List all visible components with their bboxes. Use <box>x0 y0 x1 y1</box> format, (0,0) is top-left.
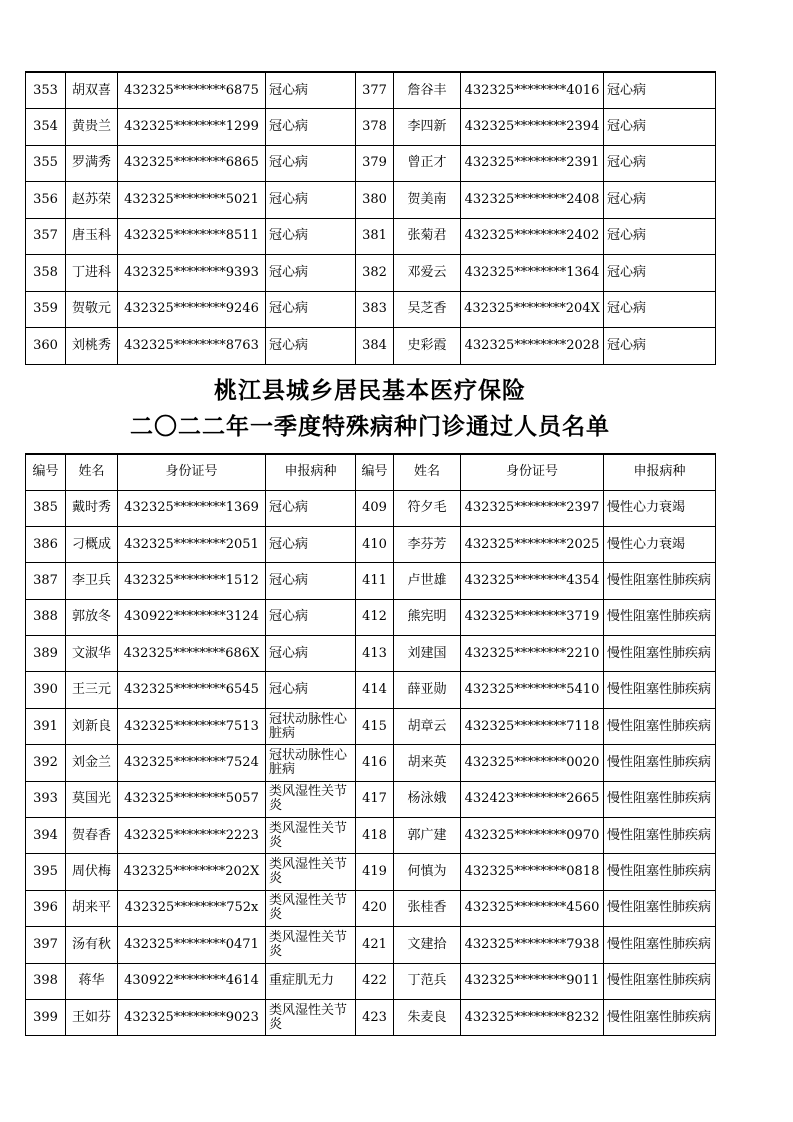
cell-id-number: 432325********7938 <box>461 927 604 963</box>
table-row <box>26 963 716 999</box>
approved-patient-table <box>25 453 716 1036</box>
cell-id-number: 432325********2391 <box>461 145 604 182</box>
cell-number: 414 <box>356 672 394 708</box>
cell-id-number: 432325********5410 <box>461 672 604 708</box>
cell-id-number: 432325********686X <box>118 636 266 672</box>
cell-name: 罗满秀 <box>66 145 118 182</box>
cell-id-number: 432325********4560 <box>461 890 604 926</box>
cell-id-number: 432325********2025 <box>461 526 604 562</box>
cell-name: 卢世雄 <box>394 563 461 599</box>
cell-number: 413 <box>356 636 394 672</box>
cell-name: 黄贵兰 <box>66 109 118 146</box>
cell-name: 符夕毛 <box>394 490 461 526</box>
continued-table-body <box>26 72 716 364</box>
cell-disease: 慢性阻塞性肺疾病 <box>604 745 716 781</box>
cell-number: 356 <box>26 182 66 219</box>
cell-number: 390 <box>26 672 66 708</box>
cell-name: 张菊君 <box>394 218 461 255</box>
cell-disease: 类风湿性关节炎 <box>266 927 356 963</box>
table-row <box>26 526 716 562</box>
cell-disease: 冠心病 <box>266 145 356 182</box>
table-row <box>26 291 716 328</box>
cell-disease: 冠心病 <box>266 599 356 635</box>
header-disease: 申报病种 <box>266 454 356 490</box>
cell-id-number: 432325********0471 <box>118 927 266 963</box>
cell-id-number: 432325********8511 <box>118 218 266 255</box>
cell-number: 383 <box>356 291 394 328</box>
cell-name: 胡双喜 <box>66 72 118 109</box>
cell-id-number: 432325********1512 <box>118 563 266 599</box>
cell-disease: 慢性阻塞性肺疾病 <box>604 781 716 817</box>
cell-number: 379 <box>356 145 394 182</box>
cell-disease: 冠心病 <box>604 255 716 292</box>
cell-disease: 慢性阻塞性肺疾病 <box>604 636 716 672</box>
cell-name: 刘新良 <box>66 708 118 744</box>
cell-number: 411 <box>356 563 394 599</box>
cell-number: 391 <box>26 708 66 744</box>
cell-name: 詹谷丰 <box>394 72 461 109</box>
cell-name: 丁进科 <box>66 255 118 292</box>
cell-number: 378 <box>356 109 394 146</box>
cell-id-number: 432325********2051 <box>118 526 266 562</box>
cell-disease: 冠心病 <box>266 218 356 255</box>
cell-id-number: 432325********0970 <box>461 818 604 854</box>
cell-name: 王三元 <box>66 672 118 708</box>
cell-id-number: 432325********1369 <box>118 490 266 526</box>
cell-number: 387 <box>26 563 66 599</box>
cell-id-number: 430922********3124 <box>118 599 266 635</box>
cell-number: 417 <box>356 781 394 817</box>
cell-id-number: 432325********1299 <box>118 109 266 146</box>
cell-disease: 冠心病 <box>604 182 716 219</box>
approved-table-body <box>26 490 716 1036</box>
cell-name: 邓爱云 <box>394 255 461 292</box>
table-header-row <box>26 454 716 490</box>
cell-disease: 慢性阻塞性肺疾病 <box>604 708 716 744</box>
cell-id-number: 432325********5021 <box>118 182 266 219</box>
header-name: 姓名 <box>394 454 461 490</box>
cell-id-number: 432325********9011 <box>461 963 604 999</box>
cell-name: 刘桃秀 <box>66 328 118 365</box>
cell-id-number: 432325********2397 <box>461 490 604 526</box>
table-row <box>26 781 716 817</box>
cell-number: 398 <box>26 963 66 999</box>
cell-disease: 慢性阻塞性肺疾病 <box>604 927 716 963</box>
table-row <box>26 672 716 708</box>
cell-number: 392 <box>26 745 66 781</box>
cell-id-number: 432325********6865 <box>118 145 266 182</box>
table-row <box>26 109 716 146</box>
cell-disease: 冠心病 <box>266 291 356 328</box>
cell-id-number: 432325********1364 <box>461 255 604 292</box>
cell-number: 385 <box>26 490 66 526</box>
cell-id-number: 432325********6545 <box>118 672 266 708</box>
cell-id-number: 432325********204X <box>461 291 604 328</box>
cell-disease: 慢性阻塞性肺疾病 <box>604 999 716 1035</box>
cell-name: 朱麦良 <box>394 999 461 1035</box>
cell-name: 曾正才 <box>394 145 461 182</box>
cell-id-number: 432423********2665 <box>461 781 604 817</box>
cell-number: 360 <box>26 328 66 365</box>
cell-number: 386 <box>26 526 66 562</box>
cell-name: 汤有秋 <box>66 927 118 963</box>
cell-id-number: 432325********9246 <box>118 291 266 328</box>
cell-number: 381 <box>356 218 394 255</box>
cell-id-number: 432325********4016 <box>461 72 604 109</box>
cell-id-number: 432325********8232 <box>461 999 604 1035</box>
cell-disease: 慢性阻塞性肺疾病 <box>604 563 716 599</box>
cell-name: 贺美南 <box>394 182 461 219</box>
cell-number: 416 <box>356 745 394 781</box>
cell-disease: 冠心病 <box>266 255 356 292</box>
table-row <box>26 72 716 109</box>
table-row <box>26 145 716 182</box>
cell-disease: 慢性阻塞性肺疾病 <box>604 854 716 890</box>
table-row <box>26 490 716 526</box>
cell-disease: 类风湿性关节炎 <box>266 999 356 1035</box>
cell-disease: 慢性阻塞性肺疾病 <box>604 599 716 635</box>
cell-number: 397 <box>26 927 66 963</box>
cell-name: 李芬芳 <box>394 526 461 562</box>
cell-disease: 慢性阻塞性肺疾病 <box>604 672 716 708</box>
cell-id-number: 432325********2028 <box>461 328 604 365</box>
cell-name: 刁概成 <box>66 526 118 562</box>
cell-id-number: 430922********4614 <box>118 963 266 999</box>
cell-number: 359 <box>26 291 66 328</box>
cell-number: 422 <box>356 963 394 999</box>
cell-name: 贺敬元 <box>66 291 118 328</box>
cell-disease: 冠心病 <box>604 328 716 365</box>
cell-id-number: 432325********6875 <box>118 72 266 109</box>
cell-id-number: 432325********3719 <box>461 599 604 635</box>
table-row <box>26 999 716 1035</box>
cell-id-number: 432325********0020 <box>461 745 604 781</box>
cell-disease: 慢性阻塞性肺疾病 <box>604 890 716 926</box>
cell-disease: 冠状动脉性心脏病 <box>266 745 356 781</box>
table-row <box>26 927 716 963</box>
table-row <box>26 854 716 890</box>
cell-number: 389 <box>26 636 66 672</box>
cell-disease: 冠心病 <box>604 109 716 146</box>
cell-number: 353 <box>26 72 66 109</box>
cell-number: 412 <box>356 599 394 635</box>
header-num: 编号 <box>356 454 394 490</box>
cell-disease: 冠心病 <box>266 672 356 708</box>
cell-number: 384 <box>356 328 394 365</box>
cell-id-number: 432325********7513 <box>118 708 266 744</box>
cell-name: 郭广建 <box>394 818 461 854</box>
cell-number: 382 <box>356 255 394 292</box>
cell-id-number: 432325********8763 <box>118 328 266 365</box>
cell-disease: 冠心病 <box>266 490 356 526</box>
cell-id-number: 432325********5057 <box>118 781 266 817</box>
cell-name: 周伏梅 <box>66 854 118 890</box>
cell-name: 李四新 <box>394 109 461 146</box>
cell-id-number: 432325********2408 <box>461 182 604 219</box>
cell-number: 354 <box>26 109 66 146</box>
cell-name: 刘建国 <box>394 636 461 672</box>
table-row <box>26 745 716 781</box>
cell-name: 张桂香 <box>394 890 461 926</box>
table-row <box>26 182 716 219</box>
cell-id-number: 432325********752x <box>118 890 266 926</box>
cell-number: 423 <box>356 999 394 1035</box>
cell-name: 李卫兵 <box>66 563 118 599</box>
table-row <box>26 636 716 672</box>
cell-disease: 类风湿性关节炎 <box>266 890 356 926</box>
cell-id-number: 432325********0818 <box>461 854 604 890</box>
cell-name: 吴芝香 <box>394 291 461 328</box>
header-num: 编号 <box>26 454 66 490</box>
cell-name: 王如芬 <box>66 999 118 1035</box>
cell-id-number: 432325********4354 <box>461 563 604 599</box>
cell-disease: 冠心病 <box>266 328 356 365</box>
cell-name: 丁范兵 <box>394 963 461 999</box>
cell-name: 胡来平 <box>66 890 118 926</box>
cell-number: 393 <box>26 781 66 817</box>
cell-number: 395 <box>26 854 66 890</box>
cell-disease: 类风湿性关节炎 <box>266 818 356 854</box>
cell-id-number: 432325********7524 <box>118 745 266 781</box>
cell-number: 415 <box>356 708 394 744</box>
document-title-line1: 桃江县城乡居民基本医疗保险 <box>214 377 526 404</box>
cell-number: 396 <box>26 890 66 926</box>
continued-patient-table <box>25 71 716 365</box>
header-name: 姓名 <box>66 454 118 490</box>
cell-name: 史彩霞 <box>394 328 461 365</box>
cell-number: 420 <box>356 890 394 926</box>
cell-number: 399 <box>26 999 66 1035</box>
cell-id-number: 432325********2394 <box>461 109 604 146</box>
table-row <box>26 563 716 599</box>
table-row <box>26 599 716 635</box>
cell-disease: 冠心病 <box>604 291 716 328</box>
table-row <box>26 255 716 292</box>
cell-disease: 慢性心力衰竭 <box>604 490 716 526</box>
cell-number: 421 <box>356 927 394 963</box>
cell-disease: 冠心病 <box>266 563 356 599</box>
cell-disease: 类风湿性关节炎 <box>266 854 356 890</box>
cell-disease: 冠心病 <box>266 636 356 672</box>
cell-number: 418 <box>356 818 394 854</box>
cell-id-number: 432325********2402 <box>461 218 604 255</box>
cell-id-number: 432325********9023 <box>118 999 266 1035</box>
cell-disease: 慢性心力衰竭 <box>604 526 716 562</box>
table-row <box>26 328 716 365</box>
cell-id-number: 432325********202X <box>118 854 266 890</box>
table-row <box>26 708 716 744</box>
cell-name: 莫国光 <box>66 781 118 817</box>
cell-number: 358 <box>26 255 66 292</box>
cell-number: 419 <box>356 854 394 890</box>
cell-number: 377 <box>356 72 394 109</box>
cell-id-number: 432325********2210 <box>461 636 604 672</box>
header-id: 身份证号 <box>461 454 604 490</box>
cell-disease: 冠心病 <box>266 109 356 146</box>
cell-number: 388 <box>26 599 66 635</box>
cell-name: 蒋华 <box>66 963 118 999</box>
cell-number: 357 <box>26 218 66 255</box>
cell-number: 355 <box>26 145 66 182</box>
cell-name: 杨泳娥 <box>394 781 461 817</box>
cell-name: 薛亚勋 <box>394 672 461 708</box>
cell-name: 胡来英 <box>394 745 461 781</box>
cell-disease: 冠心病 <box>604 218 716 255</box>
cell-disease: 冠状动脉性心脏病 <box>266 708 356 744</box>
cell-number: 410 <box>356 526 394 562</box>
cell-name: 贺春香 <box>66 818 118 854</box>
table-row <box>26 818 716 854</box>
cell-name: 何慎为 <box>394 854 461 890</box>
cell-name: 戴时秀 <box>66 490 118 526</box>
cell-disease: 重症肌无力 <box>266 963 356 999</box>
cell-number: 409 <box>356 490 394 526</box>
cell-disease: 冠心病 <box>266 72 356 109</box>
table-row <box>26 218 716 255</box>
cell-name: 唐玉科 <box>66 218 118 255</box>
cell-disease: 冠心病 <box>604 72 716 109</box>
cell-name: 赵苏荣 <box>66 182 118 219</box>
cell-name: 刘金兰 <box>66 745 118 781</box>
cell-disease: 冠心病 <box>266 526 356 562</box>
cell-name: 文建拾 <box>394 927 461 963</box>
cell-name: 文淑华 <box>66 636 118 672</box>
cell-number: 380 <box>356 182 394 219</box>
cell-disease: 冠心病 <box>266 182 356 219</box>
cell-name: 熊宪明 <box>394 599 461 635</box>
cell-disease: 冠心病 <box>604 145 716 182</box>
cell-name: 郭放冬 <box>66 599 118 635</box>
cell-id-number: 432325********7118 <box>461 708 604 744</box>
document-title-line2: 二〇二二年一季度特殊病种门诊通过人员名单 <box>130 413 610 440</box>
cell-number: 394 <box>26 818 66 854</box>
cell-id-number: 432325********2223 <box>118 818 266 854</box>
cell-id-number: 432325********9393 <box>118 255 266 292</box>
cell-name: 胡章云 <box>394 708 461 744</box>
cell-disease: 慢性阻塞性肺疾病 <box>604 963 716 999</box>
table-row <box>26 890 716 926</box>
cell-disease: 慢性阻塞性肺疾病 <box>604 818 716 854</box>
header-id: 身份证号 <box>118 454 266 490</box>
cell-disease: 类风湿性关节炎 <box>266 781 356 817</box>
header-disease: 申报病种 <box>604 454 716 490</box>
